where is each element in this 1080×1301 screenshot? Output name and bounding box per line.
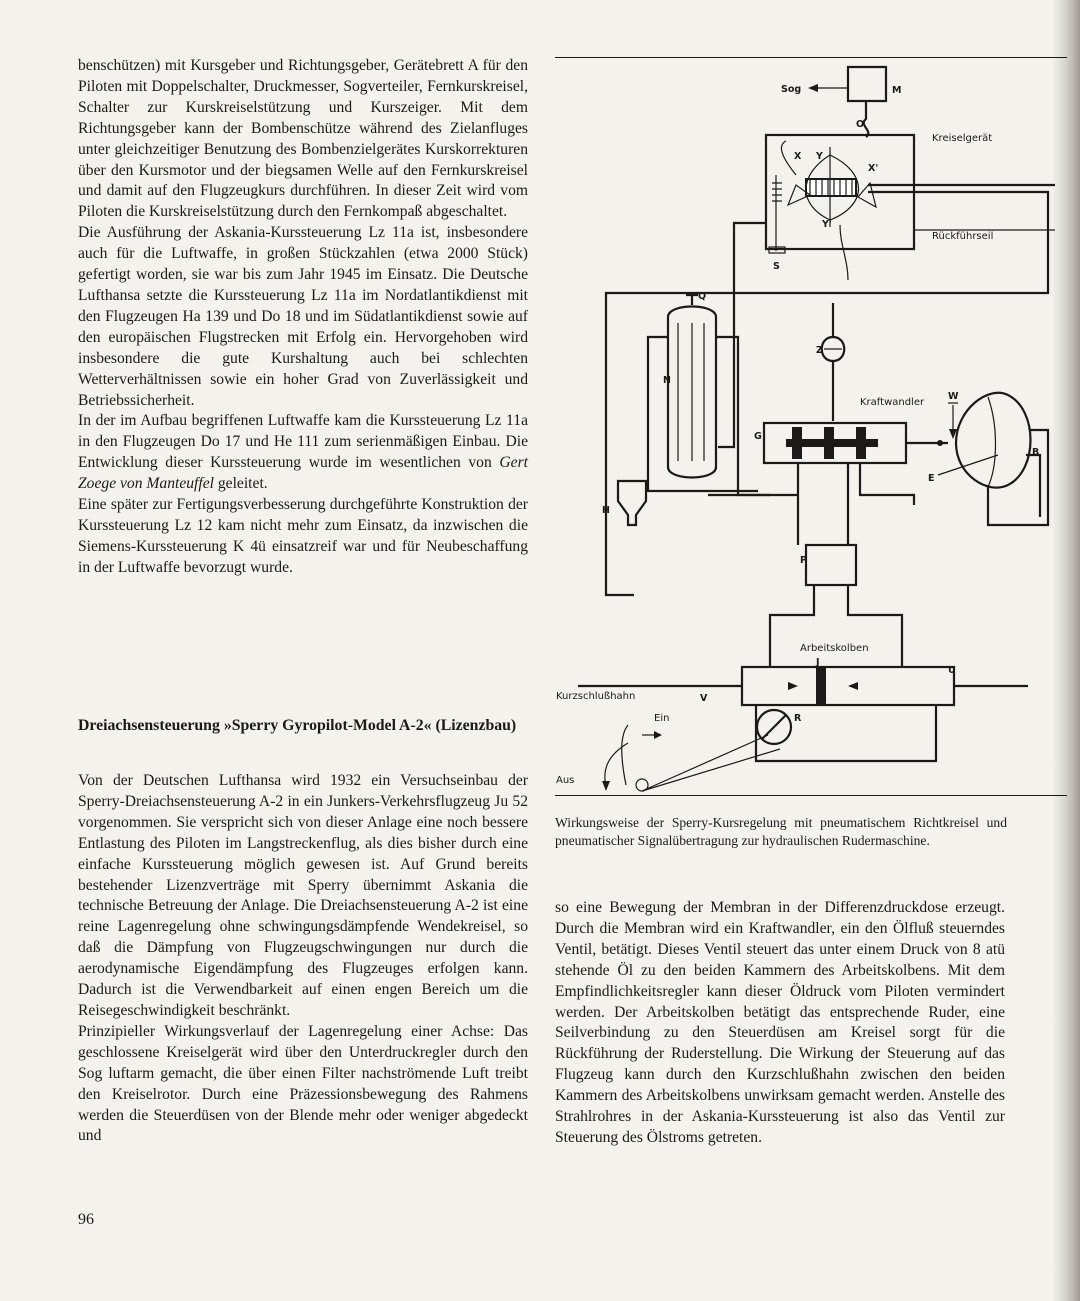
label-ein: Ein <box>654 713 670 724</box>
label-v: V <box>700 693 708 704</box>
pipe-o <box>864 101 869 137</box>
paragraph: so eine Bewegung der Membran in der Differenzdruckdose erzeugt. Durch die Membran wird ein Kraftwandler, ein den Ölfluß steuerndes Ventil, betätigt. Dieses Ventil steuert das unter einem Druck von 8 atü stehende Öl zu den beiden Kammern des Arbeitskolbens. Mit dem Empfindlichkeitsregler kann dieser Öldruck vom Piloten vermindert werden. Der Arbeitskolben betätigt das entsprechende Ruder, eine Seilverbindung zu den Steuerdüsen am Kreisel sorgt für die Rückführung der Ruderstellung. Die Wirkung der Steuerung auf das Flugzeug kann durch den Kurzschlußhahn zwischen den beiden Kammern des Arbeitskolbens unwirksam gemacht werden. Anstelle des Strahlrohres in der Askania-Kurssteuerung ist also das Ventil zur Steuerung des Ölstroms getreten. <box>555 899 1005 1146</box>
figure-caption: Wirkungsweise der Sperry-Kursregelung mit pneumatischem Richtkreisel und pneumatischer Signalübertragung zur hydraulischen Rudermaschine. <box>555 815 1007 848</box>
pipe-left-gyro <box>718 223 766 447</box>
label-kreiselgeraet: Kreiselgerät <box>932 133 993 144</box>
label-p: P <box>800 555 807 566</box>
lever-handle <box>622 725 628 785</box>
figure-bottom-rule <box>555 795 1067 796</box>
gyro-rotor <box>806 179 856 196</box>
label-aus: Aus <box>556 775 575 786</box>
label-b: B <box>1032 447 1040 458</box>
paragraph: benschützen) mit Kursgeber und Richtungsgeber, Gerätebrett A für den Piloten mit Doppelschalter, Druckmesser, Sogverteiler, Fernkurskreisel, Schalter zur Kurskreiselstützung und Kurszeiger. Mit dem Richtungsgeber kann der Bombenschütze während des Zielanfluges unter gleichzeitiger Benutzung des Bombenzielgerätes Kurskorrekturen über den Kursmotor und der biegsamen Welle auf den Fernkurskreisel und damit auf den Flugzeugkurs durchführen. In dieser Zeit wird vom Piloten die Kurskreiselstützung durch den Fernkompaß abgeschaltet. <box>78 57 528 221</box>
piston-j <box>816 667 826 705</box>
label-sog: Sog <box>781 84 802 95</box>
label-q: Q <box>698 291 707 302</box>
schematic-svg <box>548 55 1060 800</box>
label-u: U <box>948 665 956 676</box>
paragraph-text: In der im Aufbau begriffenen Luftwaffe kam die Kurssteuerung Lz 11a in den Flugzeugen Do 17 und He 111 zum serienmäßigen Einbau. Die Entwicklung dieser Kurssteuerung wurde im wesentlichen von <box>78 412 528 472</box>
paragraph: Eine später zur Fertigungsverbesserung durchgeführte Konstruktion der Kurssteuerung Lz 12 kam nicht mehr zum Einsatz, da inzwischen die Siemens-Kurssteuerung K 4ü einsatzreif war und für Neubeschaffung in der Luftwaffe bevorzugt wurde. <box>78 496 528 576</box>
pipe-valve-p <box>708 463 798 545</box>
diaphragm-box-b <box>956 393 1031 488</box>
label-n: N <box>663 375 671 386</box>
valve-q <box>686 295 698 305</box>
label-w: W <box>948 391 959 402</box>
label-kraftwandler: Kraftwandler <box>860 397 925 408</box>
label-j: J <box>816 657 820 668</box>
section-heading: Dreiachsensteuerung »Sperry Gyropilot-Model A-2« (Lizenzbau) <box>78 717 517 734</box>
page-number: 96 <box>78 1211 94 1228</box>
vacuum-regulator-m <box>848 67 886 101</box>
paragraph: Die Ausführung der Askania-Kurssteuerung Lz 11a ist, insbesondere auch für die Luftwaffe, in großen Stückzahlen (etwa 2000 Stück) gefertigt worden, sie war bis zum Jahr 1945 im Einsatz. Die Deutsche Lufthansa setzte die Kurssteuerung Lz 11a im Nordatlantikdienst mit den Flugzeugen Ha 139 und Do 18 und im Südatlantikdienst sowie auf den europäischen Flugstrecken mit Erfolg ein. Hervorgehoben wird insbesondere die gute Kurshaltung auch bei schlechten Wetterverhältnissen sowie ein hoher Grad von Zuverlässigkeit und Betriebssicherheit. <box>78 224 528 409</box>
sog-arrow <box>808 84 818 92</box>
pressure-regulator-p <box>806 545 856 585</box>
filter-h <box>618 481 646 525</box>
label-h: H <box>602 505 610 516</box>
label-s: S <box>773 261 780 272</box>
schematic-diagram <box>548 55 1060 800</box>
pipe-p-to-cylinder <box>770 585 902 667</box>
right-column <box>555 898 1005 1149</box>
label-x1: X' <box>868 163 879 174</box>
label-kurzschlusshahn: Kurzschlußhahn <box>556 691 636 702</box>
valve-lever <box>642 735 780 791</box>
person-name: Gert Zoege von Manteuffel <box>78 454 528 493</box>
pipe-n-left <box>648 337 758 491</box>
label-e: E <box>928 473 935 484</box>
paragraph <box>78 411 528 495</box>
label-z: Z <box>816 345 823 356</box>
pipe-n-to-g <box>716 337 770 495</box>
label-m: M <box>892 85 902 96</box>
label-x: X <box>794 151 802 162</box>
pipe-loop <box>606 192 1048 595</box>
label-y1: Y' <box>822 219 832 230</box>
paragraph-text: geleitet. <box>213 475 268 493</box>
label-y: Y <box>816 151 823 162</box>
label-r: R <box>794 713 802 724</box>
paragraph: Von der Deutschen Lufthansa wird 1932 ein Versuchseinbau der Sperry-Dreiachsensteuerung A-2 in ein Junkers-Verkehrsflugzeug Ju 52 vorgenommen. Sie verspricht sich von dieser Anlage eine noch bessere Entlastung des Piloten im Langstreckenflug, als dies bisher durch eine einfache Kurssteuerung möglich gewesen ist. Auf Grund bereits bestehender Lizenzverträge mit Sperry übernimmt Askania die technische Betreuung der Anlage. Die Dreiachsensteuerung A-2 ist eine reine Lagenregelung ohne schwingungsdämpfende Wendekreisel, so daß die Dämpfung von Flugzeugschwingungen nur durch die aerodynamische Eigendämpfung des Flugzeuges erfolgen kann. Dadurch ist die Verwendbarkeit auf einen engen Bereich um die Reisegeschwindigkeit beschränkt. <box>78 772 528 1019</box>
left-column-top <box>78 56 528 579</box>
lever-e <box>938 455 998 475</box>
label-rueckfuehrseil: Rückführseil <box>932 231 994 242</box>
paragraph: Prinzipieller Wirkungsverlauf der Lagenregelung einer Achse: Das geschlossene Kreiselgerät wird über den Unterdruckregler durch den Sog luftarm gemacht, die über einen Filter nachströmende Luft treibt den Kreiselrotor. Durch eine Präzessionsbewegung des Rahmens werden die Steuerdüsen von der Blende mehr oder weniger abgedeckt und <box>78 1022 528 1145</box>
feedback-cable-branch <box>840 225 848 280</box>
left-column-bottom <box>78 771 528 1147</box>
label-arbeitskolben: Arbeitskolben <box>800 643 869 654</box>
label-g: G <box>754 431 762 442</box>
label-o: O <box>856 119 865 130</box>
